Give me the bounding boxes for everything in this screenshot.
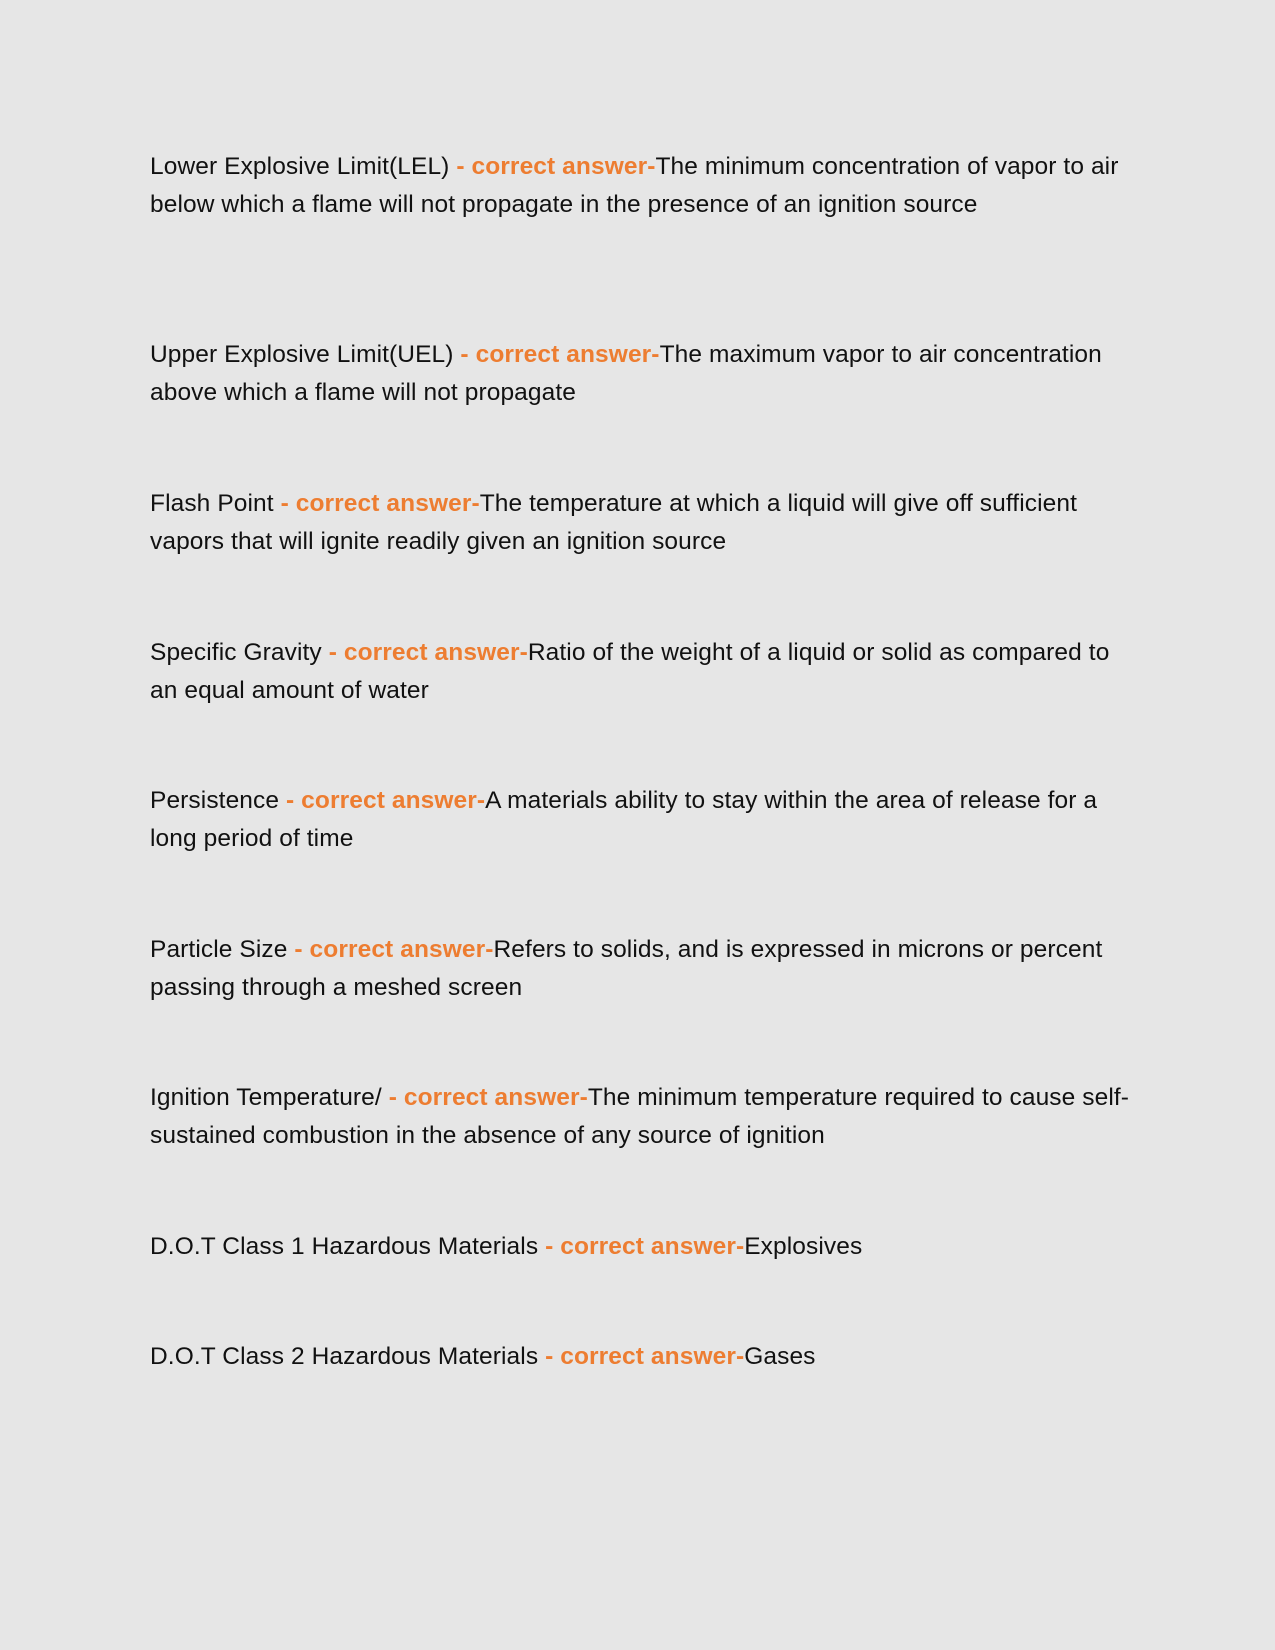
answer: Ratio of the weight of a liquid or solid as compared to an equal amount of water [150, 639, 1110, 704]
term: Lower Explosive Limit(LEL) [150, 153, 450, 180]
correct-answer-marker: - correct answer- [538, 1233, 745, 1260]
correct-answer-marker: - correct answer- [453, 341, 660, 368]
flashcard-entry [150, 485, 1130, 561]
flashcard-entry [150, 1228, 1130, 1266]
flashcard-entry [150, 931, 1130, 1007]
correct-answer-marker: - correct answer- [287, 936, 494, 963]
term: D.O.T Class 1 Hazardous Materials [150, 1233, 539, 1260]
term: Particle Size [150, 936, 288, 963]
correct-answer-marker: - correct answer- [279, 787, 486, 814]
answer: Refers to solids, and is expressed in microns or percent passing through a meshed screen [150, 936, 1103, 1001]
flashcard-entry [150, 782, 1130, 858]
term: Ignition Temperature/ [150, 1084, 382, 1111]
flashcard-entry [150, 1079, 1130, 1155]
flashcard-entry [150, 634, 1130, 710]
term: Persistence [150, 787, 280, 814]
correct-answer-marker: - correct answer- [381, 1084, 588, 1111]
term: D.O.T Class 2 Hazardous Materials [150, 1343, 539, 1370]
answer: The minimum temperature required to cause self-sustained combustion in the absence of any source of ignition [150, 1084, 1130, 1149]
answer: Gases [744, 1343, 816, 1370]
correct-answer-marker: - correct answer- [321, 639, 528, 666]
flashcard-entry [150, 148, 1130, 224]
term: Specific Gravity [150, 639, 322, 666]
flashcard-entry [150, 1338, 1130, 1376]
correct-answer-marker: - correct answer- [273, 490, 480, 517]
answer: The minimum concentration of vapor to air below which a flame will not propagate in the presence of an ignition source [150, 153, 1119, 218]
flashcard-entry [150, 336, 1130, 412]
answer: A materials ability to stay within the area of release for a long period of time [150, 787, 1098, 852]
correct-answer-marker: - correct answer- [538, 1343, 745, 1370]
term: Flash Point [150, 490, 274, 517]
answer: The temperature at which a liquid will give off sufficient vapors that will ignite readily given an ignition source [150, 490, 1077, 555]
correct-answer-marker: - correct answer- [449, 153, 656, 180]
answer: The maximum vapor to air concentration above which a flame will not propagate [150, 341, 1102, 406]
answer: Explosives [744, 1233, 863, 1260]
term: Upper Explosive Limit(UEL) [150, 341, 454, 368]
